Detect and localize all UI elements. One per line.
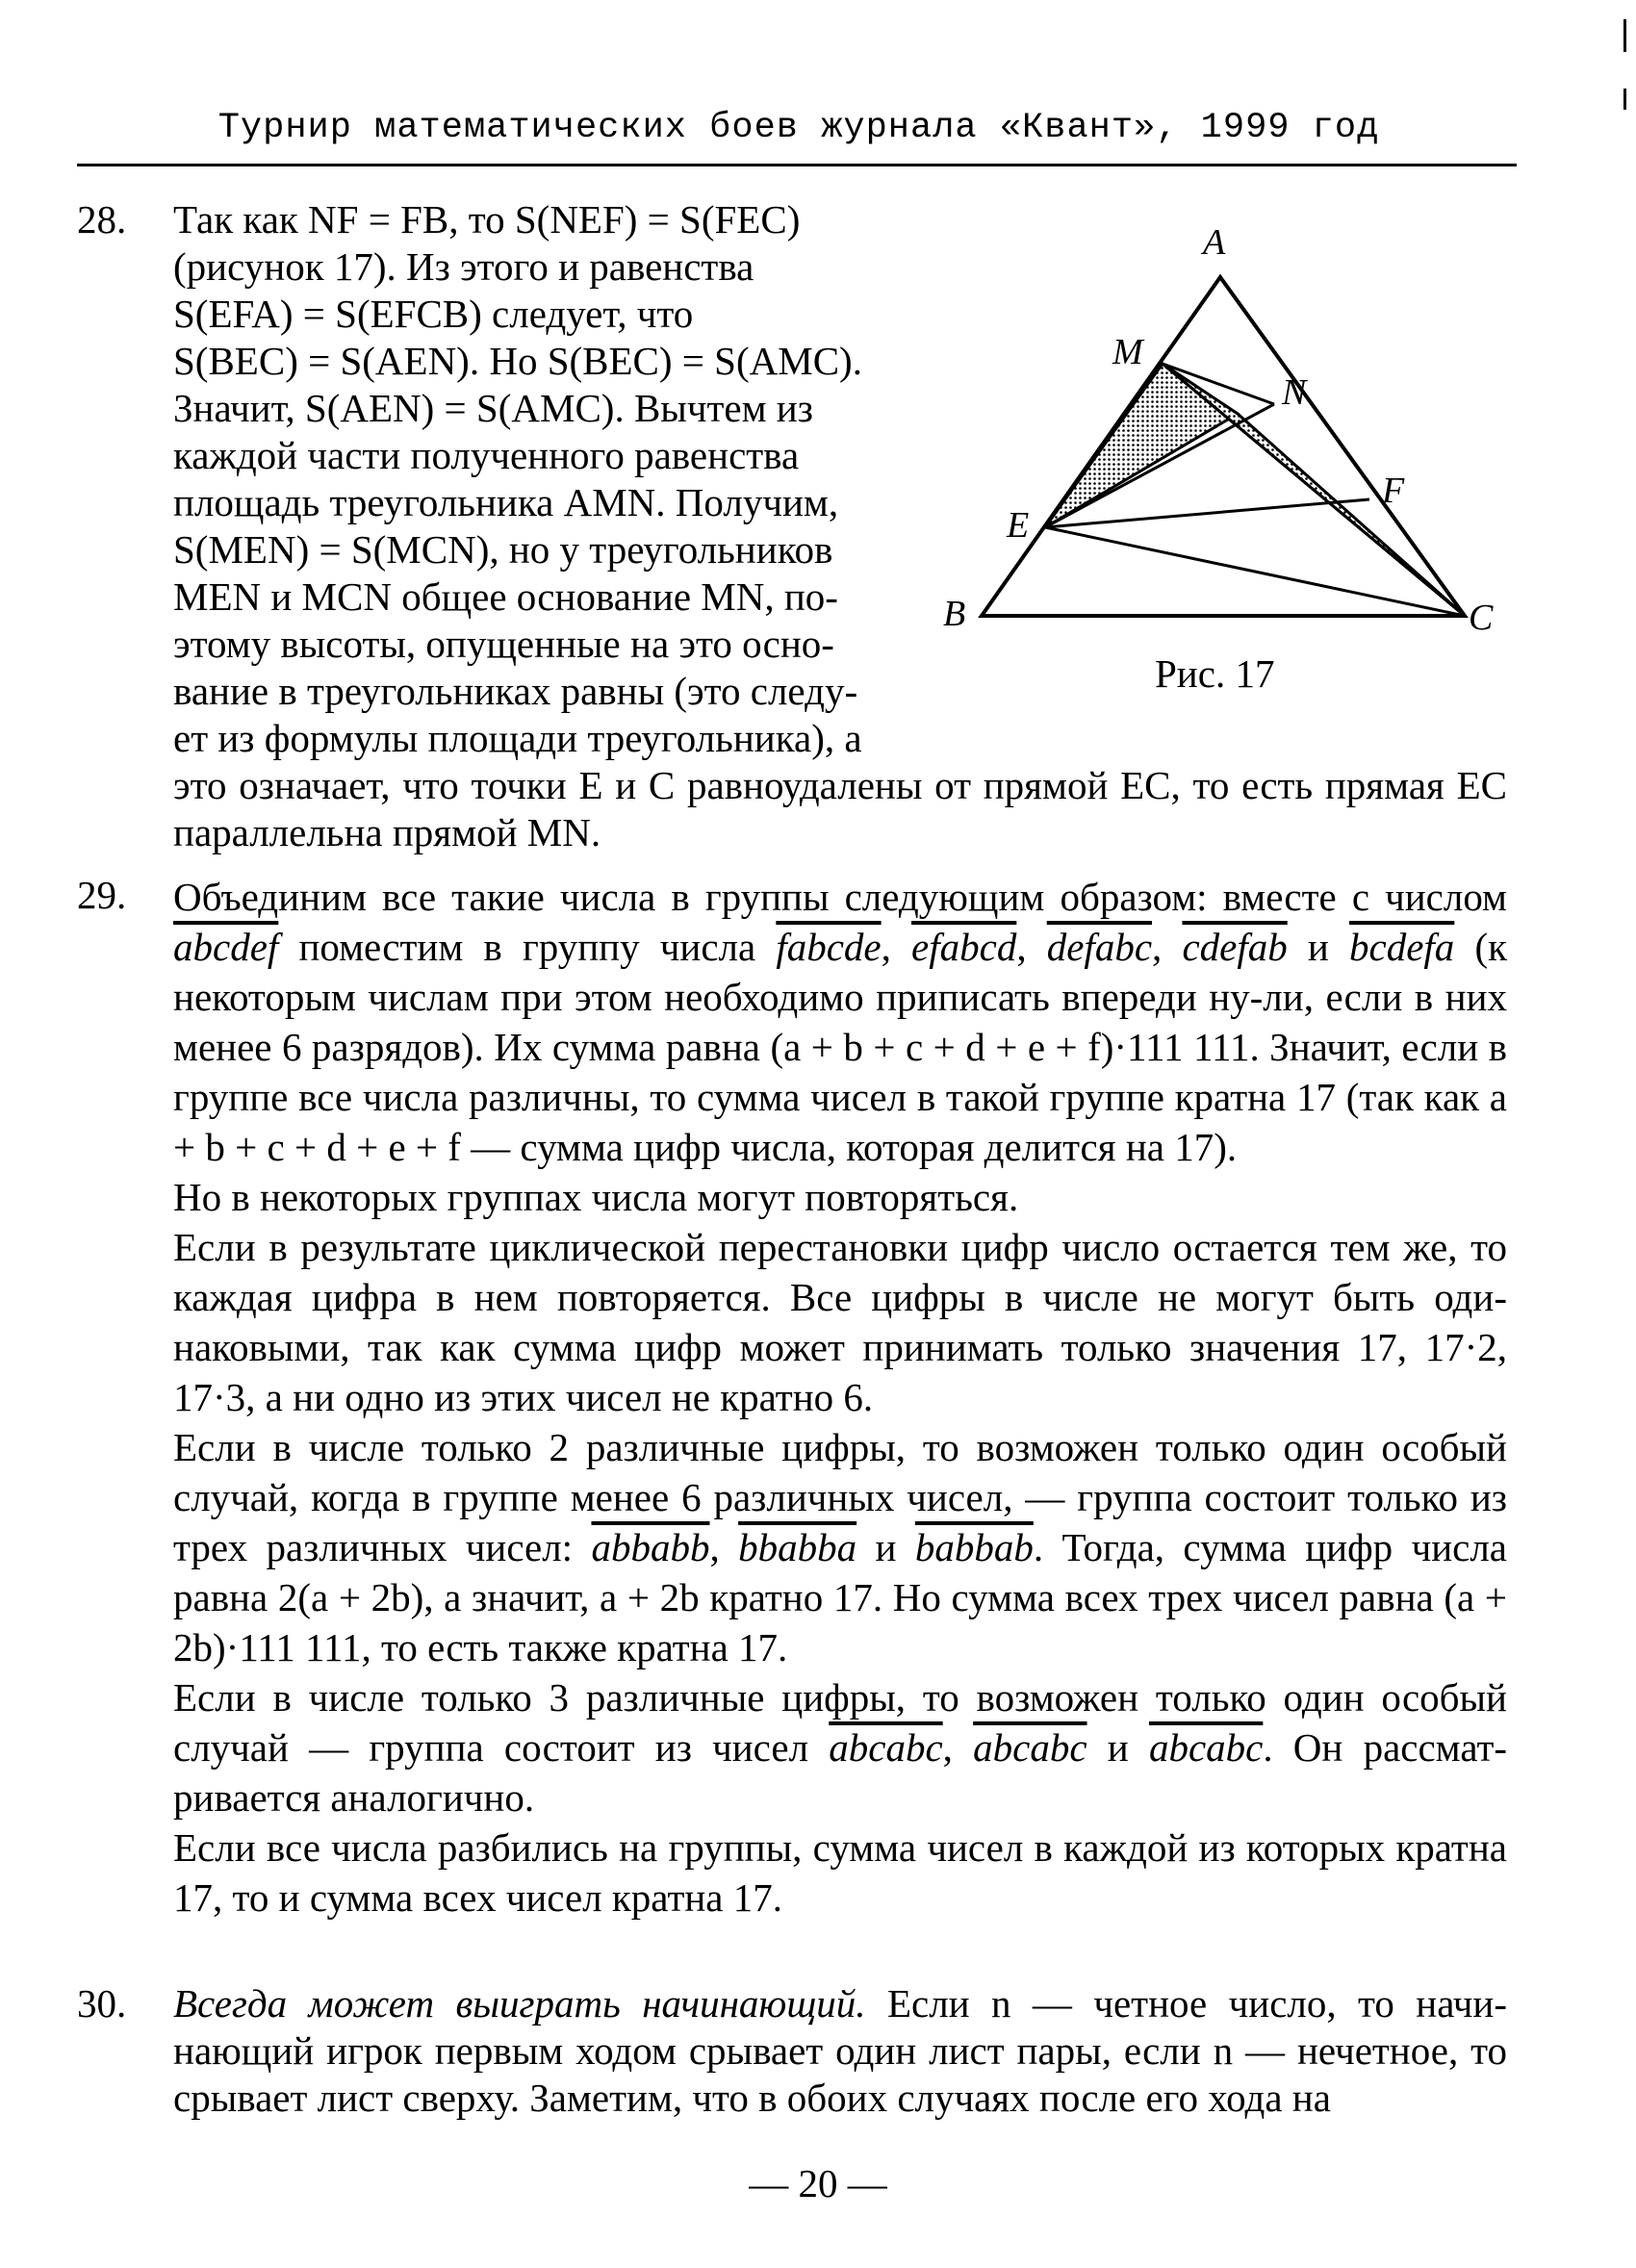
segment-ec	[1045, 527, 1465, 616]
problem-29-paragraph-5: Если в числе только 3 различные цифры, то возможен только один особый случай — группа состоит из чисел abcabc, abcabc и abcabc. Он рассмат-ривается аналогично.	[173, 1675, 1508, 1820]
label-m: M	[1112, 332, 1143, 372]
problem-29-paragraph-6: Если все числа разбились на группы, сумма чисел в каждой из которых кратна 17, то и сумма всех чисел кратна 17.	[173, 1825, 1507, 1920]
problem-28-line: вание в треугольниках равны (это следу-	[173, 669, 858, 713]
problem-29-paragraph-3: Если в результате циклической перестановки цифр число остается тем же, то каждая цифра в нем повторяется. Все цифры в числе не могут быть оди-наковыми, так как сумма цифр может принимать только значения 17, 17·2, 17·3, а ни одно из этих чисел не кратно 6.	[173, 1225, 1507, 1419]
problem-28-line: ет из формулы площади треугольника), а	[173, 716, 862, 760]
problem-28-line: площадь треугольника AMN. Получим,	[173, 480, 839, 524]
problem-28-number: 28.	[77, 197, 127, 242]
segment-mc	[1163, 364, 1465, 616]
label-a: A	[1203, 222, 1226, 263]
label-c: C	[1469, 598, 1494, 638]
problem-28-line: MEN и MCN общее основание MN, по-	[173, 574, 838, 619]
problem-28-tail: это означает, что точки E и C равноудалены от прямой EC, то есть прямая EC параллельна прямой MN.	[173, 763, 1507, 854]
scan-edge-mark-top	[1623, 19, 1626, 52]
problem-28-line: S(EFA) = S(EFCB) следует, что	[173, 292, 694, 336]
label-e: E	[1007, 505, 1030, 546]
header-rule	[77, 164, 1517, 166]
problem-28-line: S(BEC) = S(AEN). Но S(BEC) = S(AMC).	[173, 339, 862, 383]
problem-29-paragraph-4: Если в числе только 2 различные цифры, то возможен только один особый случай, когда в группе менее 6 различных чисел, — группа состоит только из трех различных чисел: abbabb, bbabba и babbab. Тогда, сумма цифр числа равна 2(a + 2b), а значит, a + 2b кратно 17. Но сумма всех трех чисел равна (a + 2b)·111 111, то есть также кратна 17.	[173, 1425, 1507, 1669]
problem-30-number: 30.	[77, 1981, 127, 2026]
figure-caption: Рис. 17	[1155, 651, 1275, 696]
problem-30-body	[173, 1980, 1507, 2122]
page-number: — 20 —	[749, 2161, 887, 2205]
problem-28-column	[173, 196, 895, 762]
problem-28-line: Так как NF = FB, то S(NEF) = S(FEC)	[173, 197, 801, 242]
problem-28-line: каждой части полученного равенства	[173, 433, 800, 477]
problem-30-lead: Всегда может выиграть начинающий.	[173, 1981, 866, 2026]
scan-edge-mark-bottom	[1623, 89, 1626, 110]
problem-28-line: (рисунок 17). Из этого и равенства	[173, 244, 754, 289]
problem-29-paragraph-2: Но в некоторых группах числа могут повторяться.	[173, 1175, 1019, 1219]
problem-28-line: Значит, S(AEN) = S(AMC). Вычтем из	[173, 386, 813, 430]
problem-30-text: Если n — четное число, то начи-нающий игрок первым ходом срывает один лист пары, если n — нечетное, то срывает лист сверху. Заметим, что в обоих случаях после его хода на	[173, 1981, 1508, 2120]
problem-29-number: 29.	[77, 873, 127, 917]
figure-17	[943, 221, 1521, 722]
segment-ef	[1045, 499, 1369, 527]
running-header: Турнир математических боев журнала «Квант», 1999 год	[217, 108, 1380, 148]
problem-28-line: этому высоты, опущенные на это осно-	[173, 622, 834, 666]
problem-29-paragraph-1: Объединим все такие числа в группы следующим образом: вместе с числом abcdef поместим в группу числа fabcde, efabcd, defabc, cdefab и bcdefa (к некоторым числам при этом необходимо приписать впереди ну-ли, если в них менее 6 разрядов). Их сумма равна (a + b + c + d + e + f)·111 111. Значит, если в группе все числа различны, то сумма чисел в такой группе кратна 17 (так как a + b + c + d + e + f — сумма цифр числа, которая делится на 17).	[173, 875, 1508, 1169]
label-n: N	[1282, 372, 1307, 413]
label-f: F	[1382, 471, 1405, 511]
problem-28-line: S(MEN) = S(MCN), но у треугольников	[173, 527, 833, 572]
label-b: B	[943, 594, 966, 634]
problem-29-body	[173, 872, 1507, 1923]
